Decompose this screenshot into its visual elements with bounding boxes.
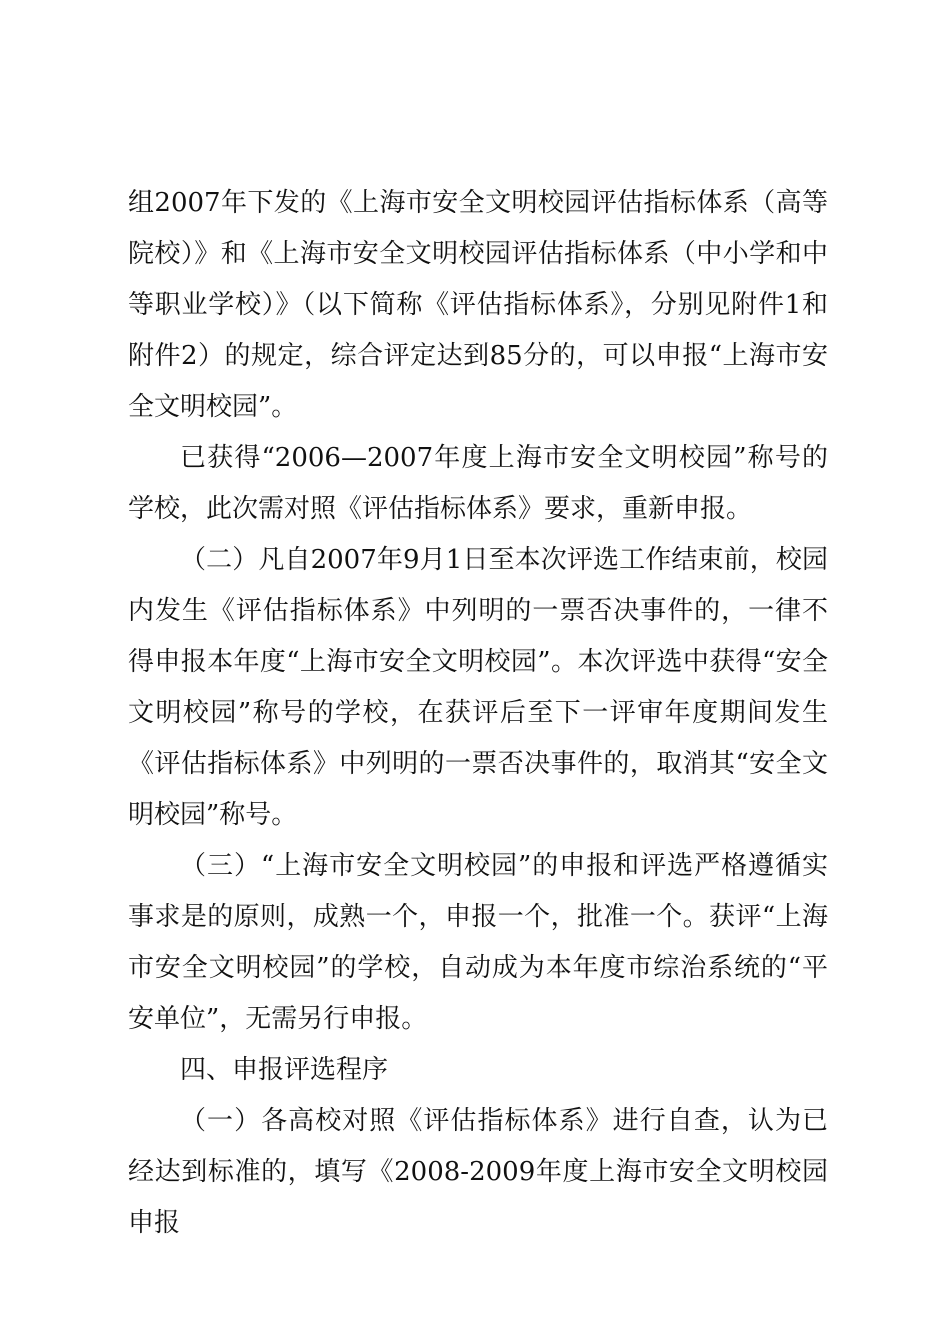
paragraph-veto-events: （二）凡自2007年9月1日至本次评选工作结束前，校园内发生《评估指标体系》中列明的一票否决事件的，一律不得申报本年度“上海市安全文明校园”。本次评选中获得“安全文明校园”称号的学校，在获评后至下一评审年度期间发生《评估指标体系》中列明的一票否决事件的，取消其“安全文明校园”称号。 (128, 545, 828, 830)
paragraph-previous-winners: 已获得“2006—2007年度上海市安全文明校园”称号的学校，此次需对照《评估指标体系》要求，重新申报。 (128, 443, 828, 524)
paragraph-self-inspection: （一）各高校对照《评估指标体系》进行自查，认为已经达到标准的，填写《2008-2009年度上海市安全文明校园申报 (128, 1106, 828, 1238)
paragraph-criteria-continuation: 组2007年下发的《上海市安全文明校园评估指标体系（高等院校）》和《上海市安全文明校园评估指标体系（中小学和中等职业学校）》（以下简称《评估指标体系》，分别见附件1和附件2）的规定，综合评定达到85分的，可以申报“上海市安全文明校园”。 (128, 188, 828, 422)
paragraph-selection-principle: （三）“上海市安全文明校园”的申报和评选严格遵循实事求是的原则，成熟一个，申报一个，批准一个。获评“上海市安全文明校园”的学校，自动成为本年度市综治系统的“平安单位”，无需另行申报。 (128, 851, 828, 1034)
section-heading-procedure: 四、申报评选程序 (180, 1055, 389, 1085)
document-body (128, 178, 828, 1249)
